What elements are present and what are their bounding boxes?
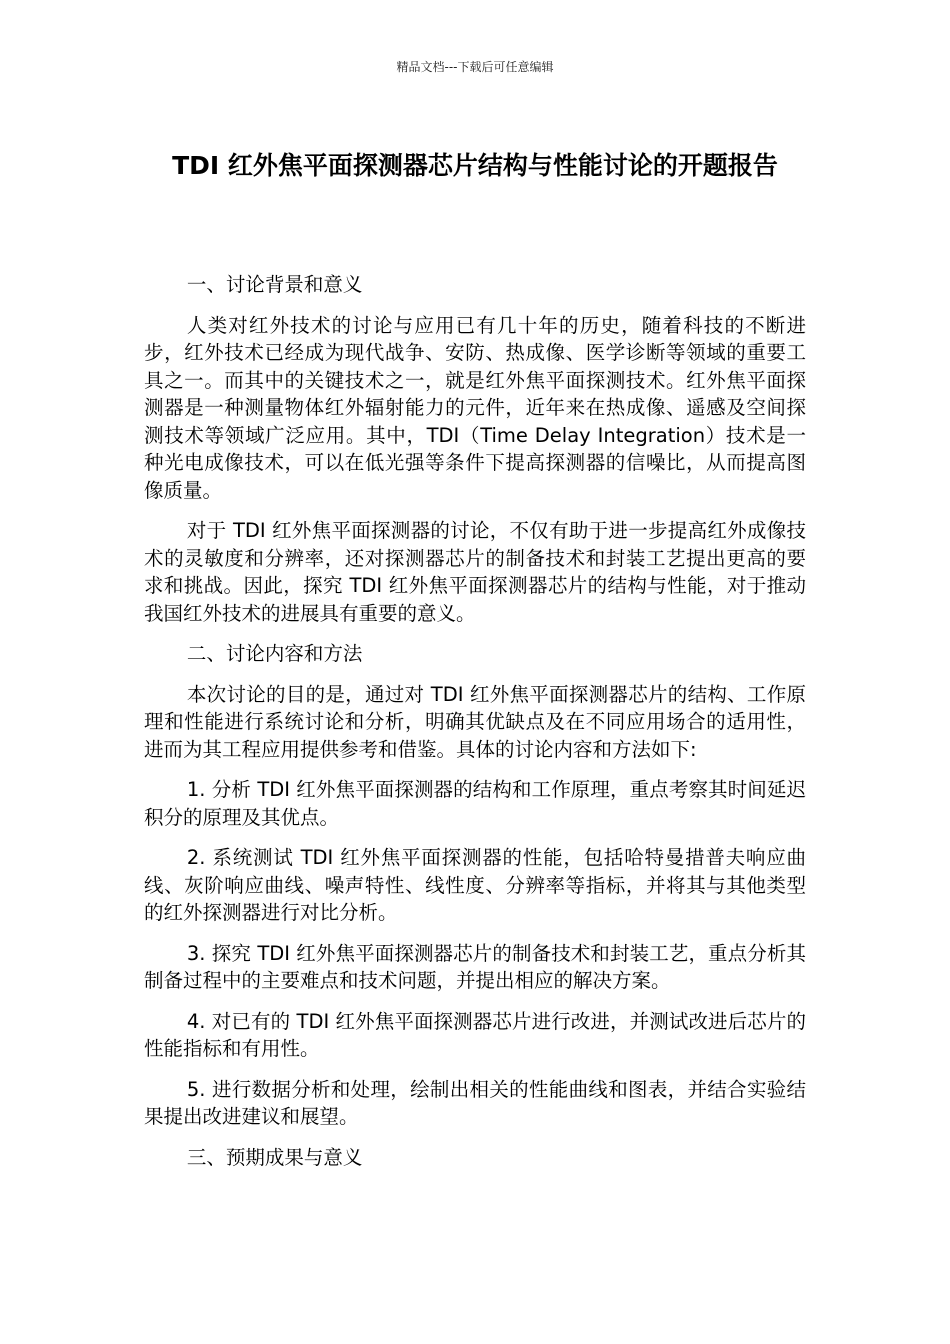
document-body	[144, 271, 806, 1184]
section-heading-background: 一、讨论背景和意义	[186, 273, 363, 296]
list-item-5: 5. 进行数据分析和处理，绘制出相关的性能曲线和图表，并结合实验结果提出改进建议和展望。	[144, 1077, 806, 1128]
list-item-3: 3. 探究 TDI 红外焦平面探测器芯片的制备技术和封装工艺，重点分析其制备过程中的主要难点和技术问题，并提出相应的解决方案。	[144, 941, 806, 992]
section-heading-content-methods: 二、讨论内容和方法	[186, 642, 363, 665]
paragraph-background-2: 对于 TDI 红外焦平面探测器的讨论，不仅有助于进一步提高红外成像技术的灵敏度和分辨率，还对探测器芯片的制备技术和封装工艺提出更高的要求和挑战。因此，探究 TDI 红外焦平面探测器芯片的结构与性能，对于推动我国红外技术的进展具有重要的意义。	[144, 519, 806, 625]
list-item-2: 2. 系统测试 TDI 红外焦平面探测器的性能，包括哈特曼措普夫响应曲线、灰阶响应曲线、噪声特性、线性度、分辨率等指标，并将其与其他类型的红外探测器进行对比分析。	[144, 846, 806, 924]
paragraph-content-intro: 本次讨论的目的是，通过对 TDI 红外焦平面探测器芯片的结构、工作原理和性能进行系统讨论和分析，明确其优缺点及在不同应用场合的适用性，进而为其工程应用提供参考和借鉴。具体的讨论内容和方法如下:	[144, 682, 806, 761]
list-item-4: 4. 对已有的 TDI 红外焦平面探测器芯片进行改进，并测试改进后芯片的性能指标和有用性。	[144, 1009, 806, 1060]
section-heading-expected-results: 三、预期成果与意义	[186, 1145, 363, 1169]
document-title: TDI 红外焦平面探测器芯片结构与性能讨论的开题报告	[172, 151, 778, 180]
paragraph-background-1: 人类对红外技术的讨论与应用已有几十年的历史，随着科技的不断进步，红外技术已经成为现代战争、安防、热成像、医学诊断等领域的重要工具之一。而其中的关键技术之一，就是红外焦平面探测技术。红外焦平面探测器是一种测量物体红外辐射能力的元件，近年来在热成像、遥感及空间探测技术等领域广泛应用。其中，TDI（Time Delay Integration）技术是一种光电成像技术，可以在低光强等条件下提高探测器的信噪比，从而提高图像质量。	[144, 313, 806, 502]
list-item-1: 1. 分析 TDI 红外焦平面探测器的结构和工作原理，重点考察其时间延迟积分的原理及其优点。	[144, 778, 806, 829]
header-note: 精品文档---下载后可任意编辑	[396, 60, 554, 74]
